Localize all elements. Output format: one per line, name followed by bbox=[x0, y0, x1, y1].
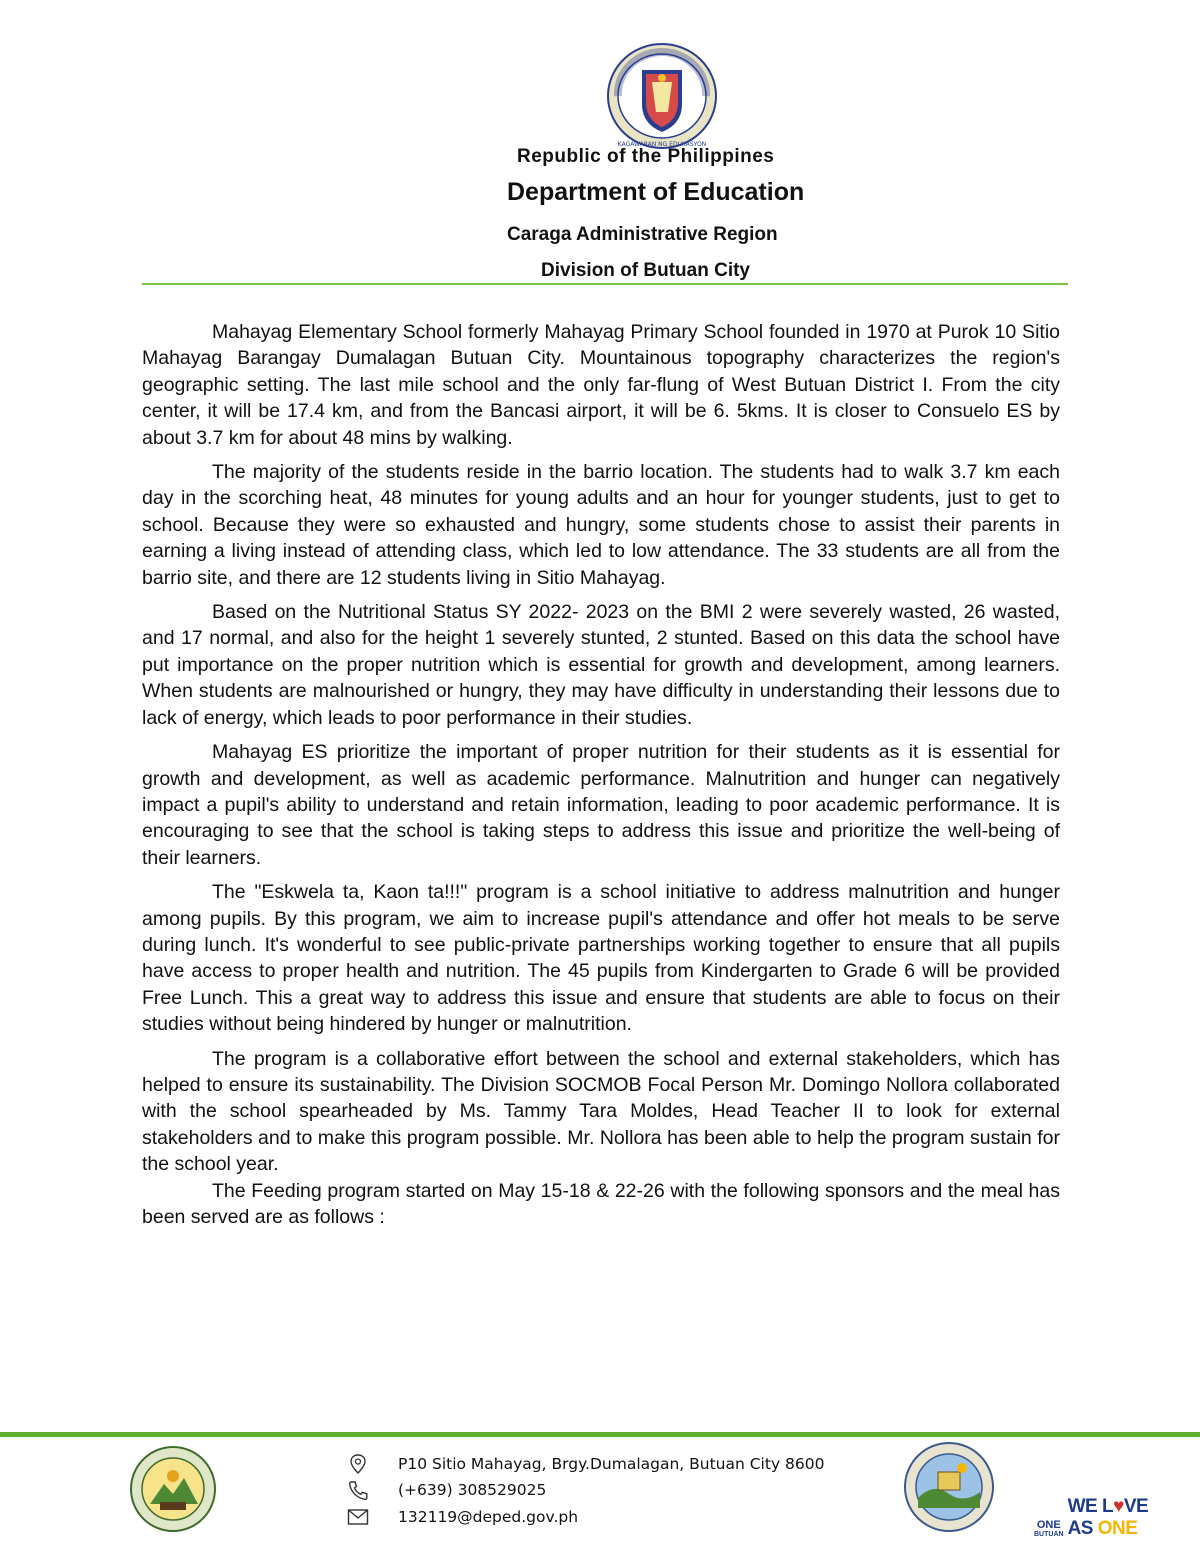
division-seal-icon bbox=[904, 1442, 994, 1532]
letter-body bbox=[142, 319, 1060, 1230]
header-department: Department of Education bbox=[507, 178, 805, 206]
paragraph: Mahayag Elementary School formerly Mahayag Primary School founded in 1970 at Purok 10 Sitio Mahayag Barangay Dumalagan Butuan City. Mountainous topography characterizes the region's geographic setting. The last mile school and the only far-flung of West Butuan District I. From the city center, it will be 17.4 km, and from the Bancasi airport, it will be 6. 5kms. It is closer to Consuelo ES by about 3.7 km for about 48 mins by walking. bbox=[142, 321, 1060, 449]
email-text: 132119@deped.gov.ph bbox=[398, 1508, 579, 1526]
paragraph: The Feeding program started on May 15-18 & 22-26 with the following sponsors and the meal has been served are as follows : bbox=[142, 1179, 1060, 1228]
paragraph: Based on the Nutritional Status SY 2022- 2023 on the BMI 2 were severely wasted, 26 wasted, and 17 normal, and also for the height 1 severely stunted, 2 stunted. Based on this data the school have put importance on the proper nutrition which is essential for growth and development, among learners. When students are malnourished or hungry, they may have difficulty in understanding their lessons due to lack of energy, which leads to poor performance in their studies. bbox=[142, 601, 1060, 729]
header-division: Division of Butuan City bbox=[541, 260, 750, 281]
phone-text: (+639) 308529025 bbox=[398, 1481, 547, 1499]
footer-divider bbox=[0, 1432, 1200, 1437]
footer-email bbox=[346, 1505, 578, 1529]
brand-one: ONE BUTUAN bbox=[1034, 1519, 1064, 1538]
one-butuan-logo bbox=[1034, 1496, 1174, 1540]
deped-seal-icon bbox=[606, 42, 718, 150]
phone-icon bbox=[346, 1479, 370, 1501]
brand-motto: WE L♥VE AS ONE bbox=[1067, 1496, 1149, 1539]
footer-phone bbox=[346, 1478, 546, 1502]
header-divider bbox=[142, 283, 1068, 285]
paragraph: The "Eskwela ta, Kaon ta!!!" program is a school initiative to address malnutrition and hunger among pupils. By this program, we aim to increase pupil's attendance and offer hot meals to be serve during lunch. It's wonderful to see public-private partnerships working together to ensure that all pupils have access to proper health and nutrition. The 45 pupils from Kindergarten to Grade 6 will be provided Free Lunch. This a great way to address this issue and ensure that students are able to focus on their studies without being hindered by hunger or malnutrition. bbox=[142, 881, 1060, 1036]
paragraph: Mahayag ES prioritize the important of proper nutrition for their students as it is essential for growth and development, as well as academic performance. Malnutrition and hunger can negatively impact a pupil's ability to understand and retain information, leading to poor academic performance. It is encouraging to see that the school is taking steps to address this issue and prioritize the well-being of their learners. bbox=[142, 741, 1060, 869]
footer-address bbox=[346, 1452, 825, 1476]
address-text: P10 Sitio Mahayag, Brgy.Dumalagan, Butuan City 8600 bbox=[398, 1455, 825, 1473]
header-republic: Republic of the Philippines bbox=[517, 146, 775, 167]
paragraph: The program is a collaborative effort between the school and external stakeholders, which has helped to ensure its sustainability. The Division SOCMOB Focal Person Mr. Domingo Nollora collaborated with the school spearheaded by Ms. Tammy Tara Moldes, Head Teacher II to look for external stakeholders and to make this program possible. Mr. Nollora has been able to help the program sustain for the school year. bbox=[142, 1047, 1060, 1176]
location-pin-icon bbox=[346, 1453, 370, 1475]
school-seal-icon bbox=[130, 1446, 216, 1532]
paragraph: The majority of the students reside in the barrio location. The students had to walk 3.7 km each day in the scorching heat, 48 minutes for young adults and an hour for younger students, just to get to school. Because they were so exhausted and hungry, some students chose to assist their parents in earning a living instead of attending class, which led to low attendance. The 33 students are all from the barrio site, and there are 12 students living in Sitio Mahayag. bbox=[142, 461, 1060, 589]
envelope-icon bbox=[346, 1506, 370, 1528]
header-region: Caraga Administrative Region bbox=[507, 224, 778, 245]
seal-motto: KAGAWARAN NG EDUKASYON bbox=[617, 141, 707, 148]
